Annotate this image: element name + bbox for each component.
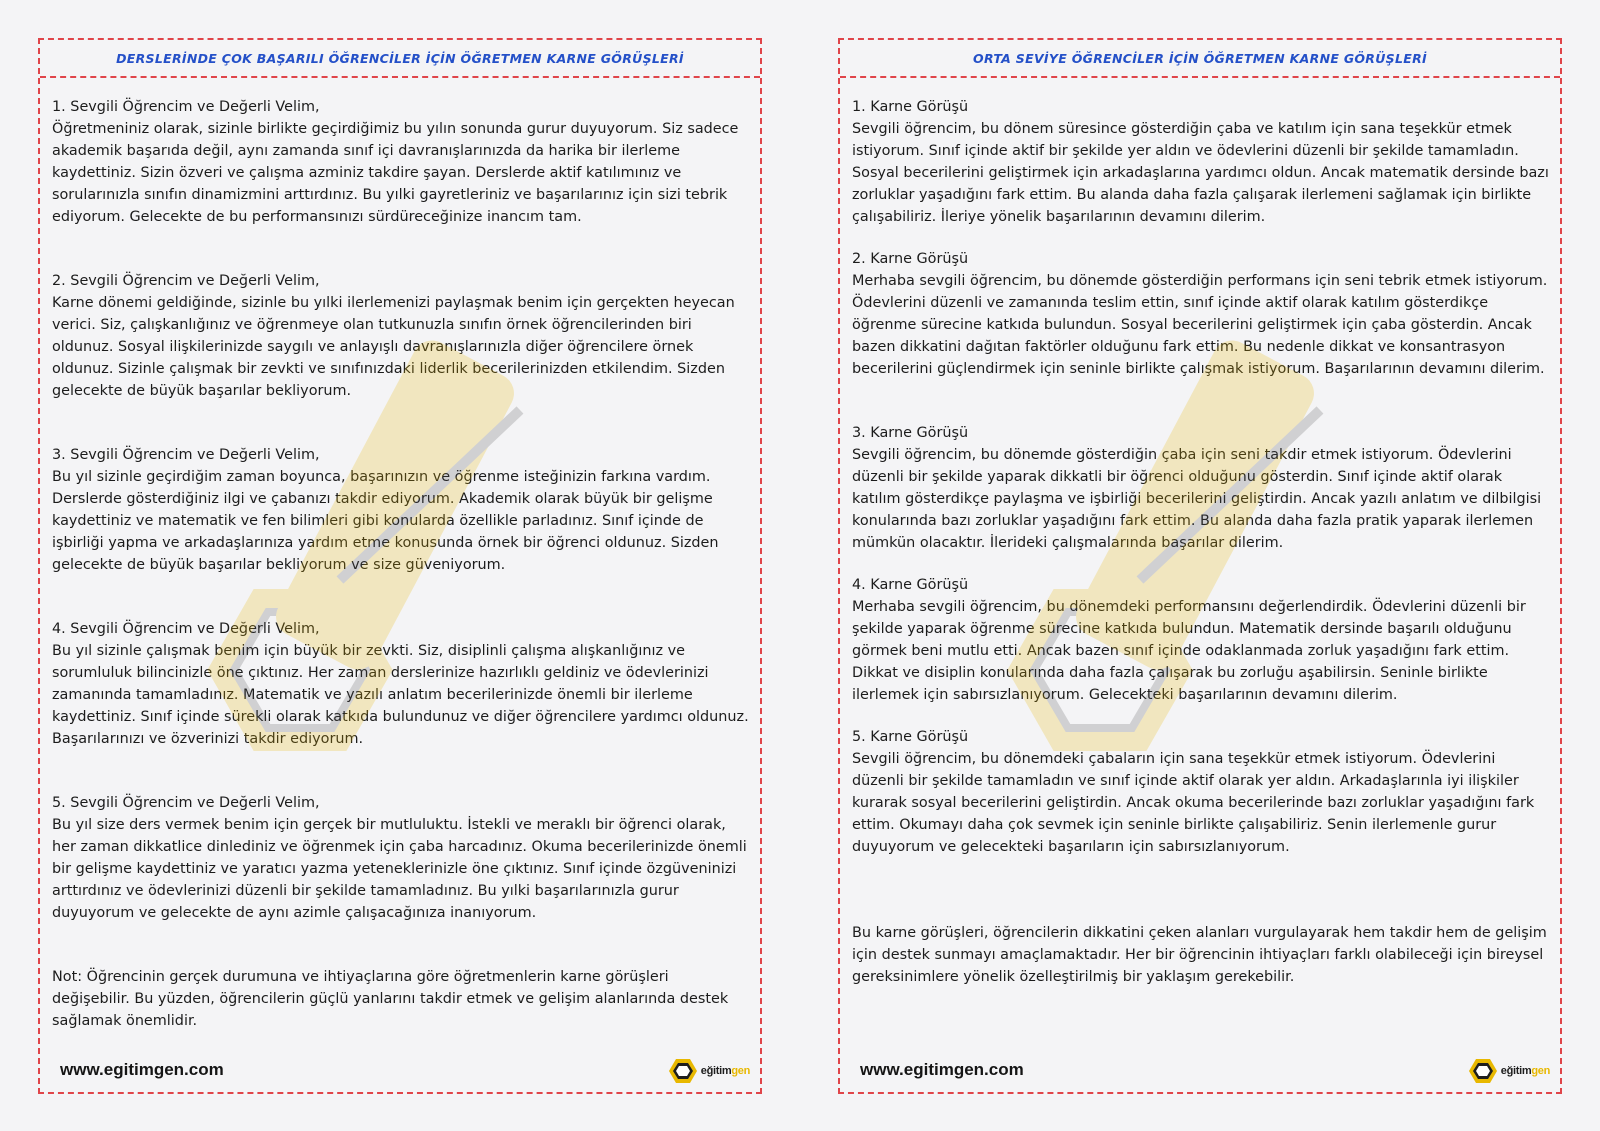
hexagon-logo-icon <box>668 1058 698 1084</box>
logo-text-a: eğitim <box>1500 1065 1532 1077</box>
comment-1: 1. Karne Görüşü Sevgili öğrencim, bu dönem süresince gösterdiğin çaba ve katılım için sana teşekkür etmek istiyorum. Sınıf içinde aktif bir şekilde yer aldın ve ödevlerini düzenli bir şekilde tamamladın. Sosyal becerilerini geliştirmek için arkadaşlarına yardımcı oldun. Ancak matematik dersinde bazı zorluklar yaşadığını fark ettim. Bu alanda daha fazla çalışarak ilerlemeni sağlamak için birlikte çalışabiliriz. İleriye yönelik başarılarının devamını dilerim. <box>852 99 1549 225</box>
footer-url[interactable]: www.egitimgen.com <box>860 1060 1024 1079</box>
logo-text-b: gen <box>1531 1065 1550 1077</box>
summary-text: Bu karne görüşleri, öğrencilerin dikkatini çeken alanları vurgulayarak hem takdir hem de gelişim için destek sunmayı amaçlamaktadır. Her bir öğrencinin ihtiyaçları farklı olabileceği için bireysel gereksinimlere yönelik özelleştirilmiş bir yaklaşım gerekebilir. <box>852 925 1547 985</box>
comment-2: 2. Sevgili Öğrencim ve Değerli Velim, Karne dönemi geldiğinde, sizinle bu yılki ilerlemenizi paylaşmak benim için gerçekten heyecan verici. Siz, çalışkanlığınız ve öğrenmeye olan tutkunuzla sınıfın örnek öğrencilerinden biri oldunuz. Sosyal ilişkilerinizde saygılı ve anlayışlı davranışlarınızla diğer öğrencilere örnek oldunuz. Sizinle çalışmak bir zevkti ve sınıfınızdaki liderlik becerilerinizden etkilendim. Sizden gelecekte de büyük başarılar bekliyorum. <box>52 273 735 399</box>
comment-5: 5. Sevgili Öğrencim ve Değerli Velim, Bu yıl size ders vermek benim için gerçek bir mutluluktu. İstekli ve meraklı bir öğrenci olarak, her zaman dikkatlice dinlediniz ve öğrenmek için çaba harcadınız. Okuma becerilerinizde önemli bir gelişme kaydettiniz ve yaratıcı yazma yeteneklerinizle öne çıktınız. Sınıf içinde özgüveninizi arttırdınız ve ödevlerinizi düzenli bir şekilde tamamladınız. Bu yılki başarılarınızla gurur duyuyorum ve gelecekte de aynı azimle çalışacağınıza inanıyorum. <box>52 795 747 921</box>
brand-logo <box>668 1058 750 1084</box>
logo-text-b: gen <box>731 1065 750 1077</box>
comment-3: 3. Karne Görüşü Sevgili öğrencim, bu dönemde gösterdiğin çaba için seni takdir etmek istiyorum. Ödevlerini düzenli bir şekilde yaparak dikkatli bir öğrenci olduğunu gösterdin. Sınıf içinde aktif olarak katılım gösterdikçe paylaşma ve işbirliği becerilerini geliştirdin. Ancak yazılı anlatım ve dilbilgisi konularında bazı zorluklar yaşadığını fark ettim. Bu alanda daha fazla pratik yaparak ilerlemen mümkün olacaktır. İlerideki çalışmalarında başarılar dilerim. <box>852 425 1542 551</box>
hexagon-logo-icon <box>1468 1058 1498 1084</box>
comment-2: 2. Karne Görüşü Merhaba sevgili öğrencim, bu dönemde gösterdiğin performans için seni tebrik etmek istiyorum. Ödevlerini düzenli ve zamanında teslim ettin, sınıf içinde aktif olarak katılım gösterdikçe öğrenme sürecine katkıda bulundun. Sosyal becerilerini geliştirmek için çaba gösterdin. Ancak bazen dikkatini dağıtan faktörler olduğunu fark ettim. Bu nedenle dikkat ve konsantrasyon becerilerini güçlendirmek için seninle birlikte çalışmak istiyorum. Başarılarının devamını dilerim. <box>852 251 1548 377</box>
logo-text-a: eğitim <box>700 1065 732 1077</box>
page-header: ORTA SEVİYE ÖĞRENCİLER İÇİN ÖĞRETMEN KARNE GÖRÜŞLERİ <box>840 40 1560 78</box>
right-page <box>838 38 1562 1094</box>
comment-4: 4. Sevgili Öğrencim ve Değerli Velim, Bu yıl sizinle çalışmak benim için büyük bir zevkti. Siz, disiplinli çalışma alışkanlığınız ve sorumluluk bilincinizle öne çıktınız. Her zaman derslerinize hazırlıklı geldiniz ve ödevlerinizi zamanında tamamladınız. Matematik ve yazılı anlatım becerilerinizde önemli bir ilerleme kaydettiniz. Sınıf içinde sürekli olarak katkıda bulundunuz ve diğer öğrencilere yardımcı oldunuz. Başarılarınızı ve özverinizi takdir ediyorum. <box>52 621 749 747</box>
comment-4: 4. Karne Görüşü Merhaba sevgili öğrencim, bu dönemdeki performansını değerlendirdik. Ödevlerini düzenli bir şekilde yaparak öğrenme sürecine katkıda bulundun. Matematik dersinde başarılı olduğunu görmek beni mutlu etti. Ancak bazen sınıf içinde odaklanmada zorluk yaşadığını fark ettim. Dikkat ve disiplin konularında daha fazla çalışarak bu zorluğu aşabilirsin. Seninle birlikte ilerlemek için sabırsızlanıyorum. Gelecekteki başarılarının devamını dilerim. <box>852 577 1526 703</box>
left-page <box>38 38 762 1094</box>
comment-3: 3. Sevgili Öğrencim ve Değerli Velim, Bu yıl sizinle geçirdiğim zaman boyunca, başarınızın ve öğrenme isteğinizin farkına vardım. Derslerde gösterdiğiniz ilgi ve çabanızı takdir ediyorum. Akademik olarak büyük bir gelişme kaydettiniz ve matematik ve fen bilimleri gibi konularda özellikle parladınız. Sınıf içinde de işbirliği yapma ve arkadaşlarınıza yardım etme konusunda örnek bir öğrenci oldunuz. Sizden gelecekte de büyük başarılar bekliyorum ve size güveniyorum. <box>52 447 719 573</box>
footer-url[interactable]: www.egitimgen.com <box>60 1060 224 1079</box>
page-header: DERSLERİNDE ÇOK BAŞARILI ÖĞRENCİLER İÇİN ÖĞRETMEN KARNE GÖRÜŞLERİ <box>40 40 760 78</box>
comment-1: 1. Sevgili Öğrencim ve Değerli Velim, Öğretmeniniz olarak, sizinle birlikte geçirdiğimiz bu yılın sonunda gurur duyuyorum. Siz sadece akademik başarıda değil, aynı zamanda sınıf içi davranışlarınızda da harika bir ilerleme kaydettiniz. Sizin özveri ve çalışma azminiz takdire şayan. Derslerde aktif katılımınız ve sorularınızla sınıfın dinamizmini arttırdınız. Bu yılki gayretleriniz ve başarılarınız için sizi tebrik ediyorum. Gelecekte de bu performansınızı sürdüreceğinize inancım tam. <box>52 99 739 225</box>
comment-5: 5. Karne Görüşü Sevgili öğrencim, bu dönemdeki çabaların için sana teşekkür etmek istiyorum. Ödevlerini düzenli bir şekilde tamamladın ve sınıf içinde aktif olarak yer aldın. Arkadaşlarınla iyi ilişkiler kurarak sosyal becerilerini geliştirdin. Ancak okuma becerilerinde bazı zorluklar yaşadığını fark ettim. Okumayı daha çok sevmek için seninle birlikte çalışabiliriz. Senin ilerlemenle gurur duyuyorum ve gelecekteki başarıların için sabırsızlanıyorum. <box>852 729 1535 855</box>
note-text: Not: Öğrencinin gerçek durumuna ve ihtiyaçlarına göre öğretmenlerin karne görüşleri değişebilir. Bu yüzden, öğrencilerin güçlü yanlarını takdir etmek ve gelişim alanlarında destek sağlamak önemlidir. <box>52 969 729 1029</box>
brand-logo <box>1468 1058 1550 1084</box>
